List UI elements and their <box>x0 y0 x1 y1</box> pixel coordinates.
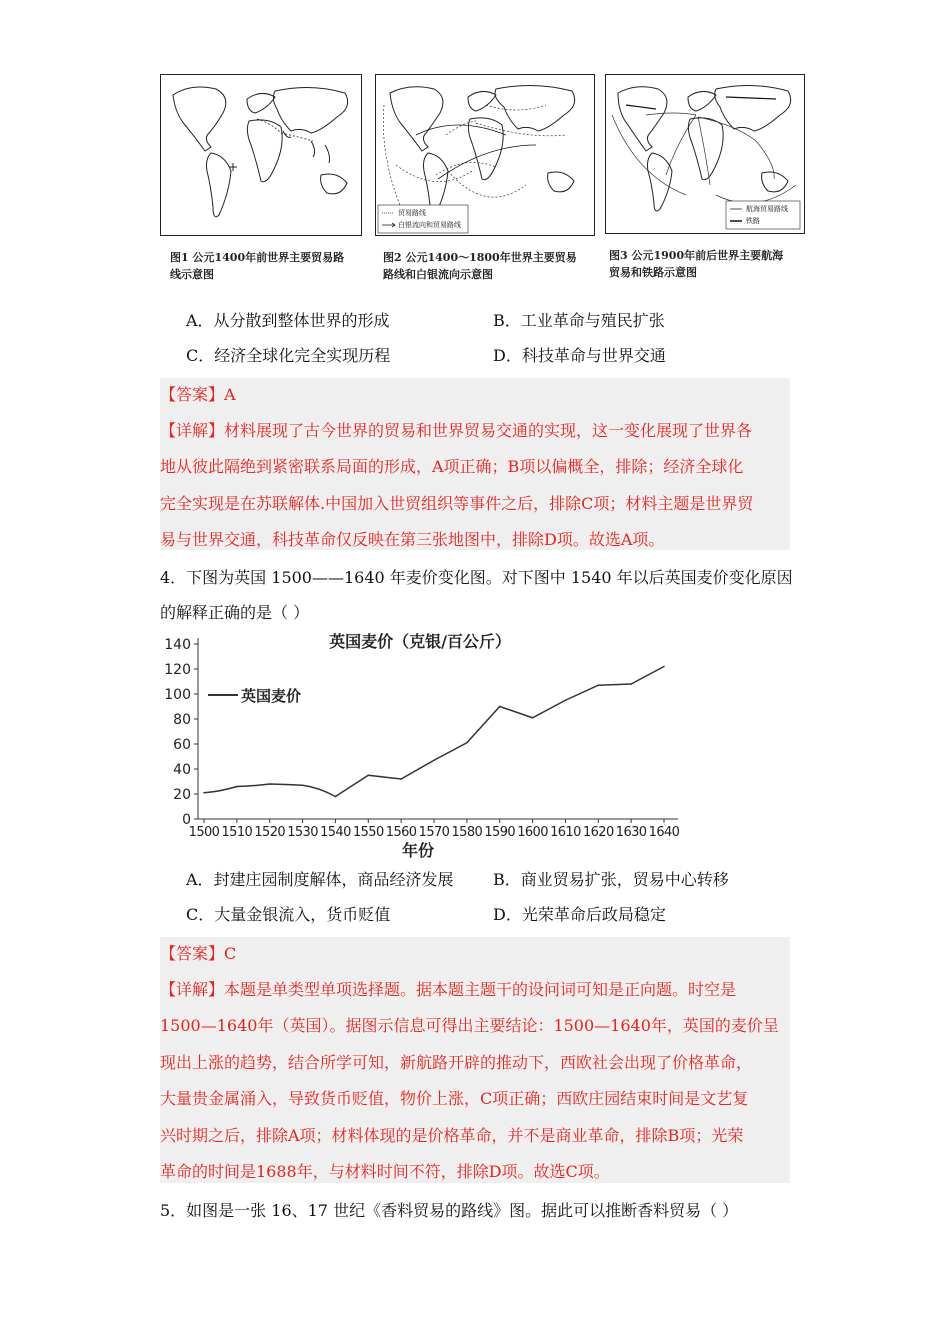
x-tick-label: 1530 <box>287 825 318 840</box>
map-2-caption-line2: 路线和白银流向示意图 <box>383 268 493 281</box>
map-3-caption-line1: 图3 公元1900年前后世界主要航海 <box>609 249 784 262</box>
data-point <box>565 699 567 701</box>
x-tick-label: 1600 <box>517 825 548 840</box>
wheat-price-chart <box>160 628 690 863</box>
q4-option-d[interactable]: D．光荣革命后政局稳定 <box>493 905 666 924</box>
world-map-1400-drawing <box>161 75 361 235</box>
data-point <box>433 759 435 761</box>
q4-detail-line-2: 1500—1640年（英国）。据图示信息可得出主要结论：1500—1640年，英国的麦价呈 <box>160 1016 779 1035</box>
q3-option-a[interactable]: A．从分散到整体世界的形成 <box>186 311 390 330</box>
map-figure-2 <box>375 74 597 284</box>
q3-option-d[interactable]: D．科技革命与世界交通 <box>493 346 666 365</box>
q4-detail-line-3: 现出上涨的趋势，结合所学可知，新航路开辟的推动下，西欧社会出现了价格革命， <box>160 1053 753 1072</box>
wheat-price-chart-svg <box>160 628 690 863</box>
x-tick-label: 1570 <box>418 825 450 840</box>
x-tick-label: 1500 <box>188 825 220 840</box>
y-tick-label: 60 <box>173 737 191 753</box>
chart-xlabel: 年份 <box>401 841 435 860</box>
answer-tag: 【答案】 <box>160 385 225 404</box>
data-point <box>630 683 632 685</box>
map-figure-1 <box>160 74 365 284</box>
x-tick-label: 1520 <box>254 825 286 840</box>
map-3-legend-2: 铁路 <box>746 217 760 225</box>
answer-value: C <box>224 944 237 963</box>
data-point <box>532 717 534 719</box>
detail-text: 本题是单类型单项选择题。据本题主题干的设问词可知是正向题。时空是 <box>224 980 737 999</box>
q4-detail-line-4: 大量贵金属涌入，导致货币贬值，物价上涨，C项正确；西欧庄园结束时间是文艺复 <box>160 1089 749 1108</box>
q3-solution-box <box>160 378 790 550</box>
detail-tag: 【详解】 <box>160 980 225 999</box>
map-figures <box>160 74 810 284</box>
x-tick-label: 1640 <box>648 825 680 840</box>
q3-detail-line-4: 易与世界交通，科技革命仅反映在第三张地图中，排除D项。故选A项。 <box>160 530 665 549</box>
data-point <box>335 796 337 798</box>
q4-answer <box>160 941 236 964</box>
x-tick-label: 1610 <box>550 825 581 840</box>
x-tick-label: 1590 <box>484 825 516 840</box>
data-point <box>499 706 501 708</box>
q4-solution-box <box>160 937 790 1183</box>
detail-tag: 【详解】 <box>160 421 225 440</box>
world-map-1900 <box>605 74 805 234</box>
data-point <box>663 666 665 668</box>
q3-detail-line-2: 地从彼此隔绝到紧密联系局面的形成，A项正确；B项以偏概全，排除；经济全球化 <box>160 457 744 476</box>
x-tick-label: 1630 <box>615 825 647 840</box>
x-tick-label: 1620 <box>582 825 614 840</box>
data-point <box>269 783 271 785</box>
data-point <box>236 786 238 788</box>
q3-detail-line-1 <box>160 418 752 441</box>
q4-option-c[interactable]: C．大量金银流入，货币贬值 <box>186 905 391 924</box>
x-tick-label: 1580 <box>451 825 483 840</box>
map-1-caption-line1: 图1 公元1400年前世界主要贸易路 <box>170 251 345 264</box>
data-point <box>203 792 205 794</box>
q5-stem: 5．如图是一张 16、17 世纪《香料贸易的路线》图。据此可以推断香料贸易（ ） <box>160 1201 739 1220</box>
map-1-caption-line2: 线示意图 <box>170 268 214 281</box>
y-tick-label: 140 <box>164 637 191 653</box>
y-tick-label: 40 <box>173 762 191 778</box>
x-tick-label: 1560 <box>385 825 417 840</box>
series-line-wheat-price <box>204 667 664 797</box>
answer-value: A <box>224 385 236 404</box>
q3-option-c[interactable]: C．经济全球化完全实现历程 <box>186 346 391 365</box>
data-point <box>400 778 402 780</box>
map-2-caption-line1: 图2 公元1400～1800年世界主要贸易 <box>383 251 577 264</box>
y-tick-label: 100 <box>164 687 191 703</box>
world-map-1400 <box>160 74 362 236</box>
world-map-1400-1800 <box>375 74 595 236</box>
map-3-caption-line2: 贸易和铁路示意图 <box>609 266 697 279</box>
q4-stem-line-2: 的解释正确的是（ ） <box>160 603 310 622</box>
map-2-legend-1: 贸易路线 <box>398 209 426 217</box>
x-tick-label: 1540 <box>320 825 351 840</box>
data-point <box>302 784 304 786</box>
y-tick-label: 80 <box>173 712 191 728</box>
chart-title: 英国麦价（克银/百公斤） <box>329 632 511 651</box>
x-tick-label: 1510 <box>221 825 253 840</box>
map-figure-3 <box>605 74 810 284</box>
q4-option-b[interactable]: B．商业贸易扩张，贸易中心转移 <box>493 870 729 889</box>
map-3-legend-1: 航海贸易路线 <box>746 205 788 213</box>
answer-tag: 【答案】 <box>160 944 225 963</box>
q4-detail-line-6: 革命的时间是1688年，与材料时间不符，排除D项。故选C项。 <box>160 1162 610 1181</box>
data-point <box>367 774 369 776</box>
q4-detail-line-5: 兴时期之后，排除A项；材料体现的是价格革命，并不是商业革命，排除B项；光荣 <box>160 1126 744 1145</box>
detail-text: 材料展现了古今世界的贸易和世界贸易交通的实现，这一变化展现了世界各 <box>224 421 753 440</box>
q3-detail-line-3: 完全实现是在苏联解体.中国加入世贸组织等事件之后，排除C项；材料主题是世界贸 <box>160 494 754 513</box>
q3-answer <box>160 382 236 405</box>
legend-label: 英国麦价 <box>241 687 302 705</box>
q3-option-b[interactable]: B．工业革命与殖民扩张 <box>493 311 665 330</box>
q4-detail-line-1 <box>160 977 736 1000</box>
y-tick-label: 120 <box>164 662 191 678</box>
q4-stem-line-1: 4．下图为英国 1500——1640 年麦价变化图。对下图中 1540 年以后英国麦价变化原因 <box>160 568 793 587</box>
data-point <box>597 684 599 686</box>
y-tick-label: 20 <box>173 787 191 803</box>
map-2-legend-2: 白银流向和贸易路线 <box>398 221 461 229</box>
q4-option-a[interactable]: A．封建庄园制度解体，商品经济发展 <box>186 870 454 889</box>
data-point <box>466 742 468 744</box>
x-tick-label: 1550 <box>352 825 384 840</box>
y-tick-label: 0 <box>182 812 191 828</box>
